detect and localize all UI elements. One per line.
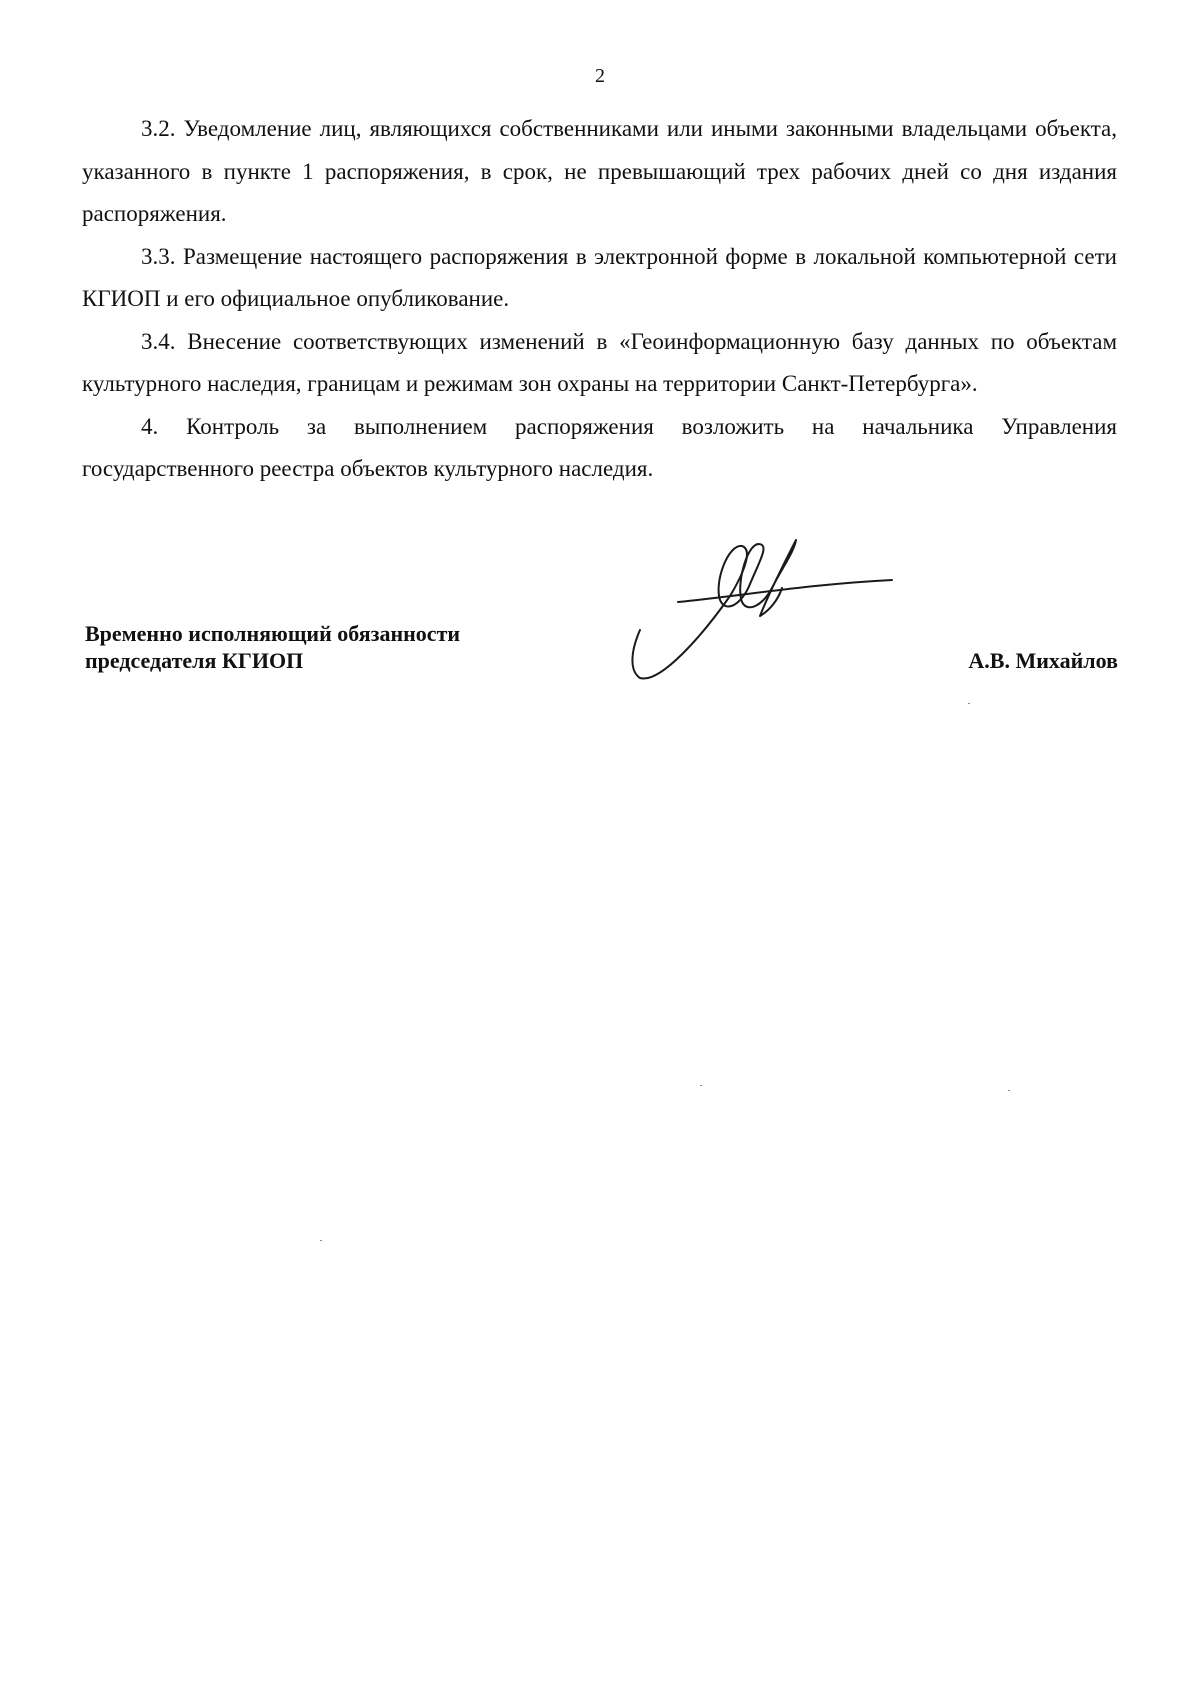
scan-speck [700,1085,702,1086]
scan-speck [1008,1090,1010,1091]
signer-name: А.В. Михайлов [968,648,1118,673]
paragraph-4: 4. Контроль за выполнением распоряжения возложить на начальника Управления государственного реестра объектов культурного наследия. [82,413,1117,481]
signer-title [85,620,460,674]
signer-title-line-1: Временно исполняющий обязанности [85,621,461,646]
signature-tall-stroke [760,540,796,616]
paragraph-3-2: 3.2. Уведомление лиц, являющихся собственниками или иными законными владельцами объекта, указанного в пункте 1 распоряжения, в срок, не превышающий трех рабочих дней со дня издания распоряжения. [82,116,1117,226]
signer-title-line-2: председателя КГИОП [85,648,304,673]
signature-lower-hook [632,596,730,679]
document-body [82,108,1117,491]
page-number: 2 [595,65,605,87]
scan-speck [320,1240,322,1241]
signature-crossbar [678,580,892,602]
paragraph-3-3: 3.3. Размещение настоящего распоряжения в электронной форме в локальной компьютерной сети КГИОП и его официальное опубликование. [82,243,1117,311]
scan-speck [968,703,970,704]
handwritten-signature [630,538,930,698]
paragraph-3-4: 3.4. Внесение соответствующих изменений в «Геоинформационную базу данных по объектам культурного наследия, границам и режимам зон охраны на территории Санкт-Петербурга». [82,328,1117,396]
signature-block [0,620,1200,700]
